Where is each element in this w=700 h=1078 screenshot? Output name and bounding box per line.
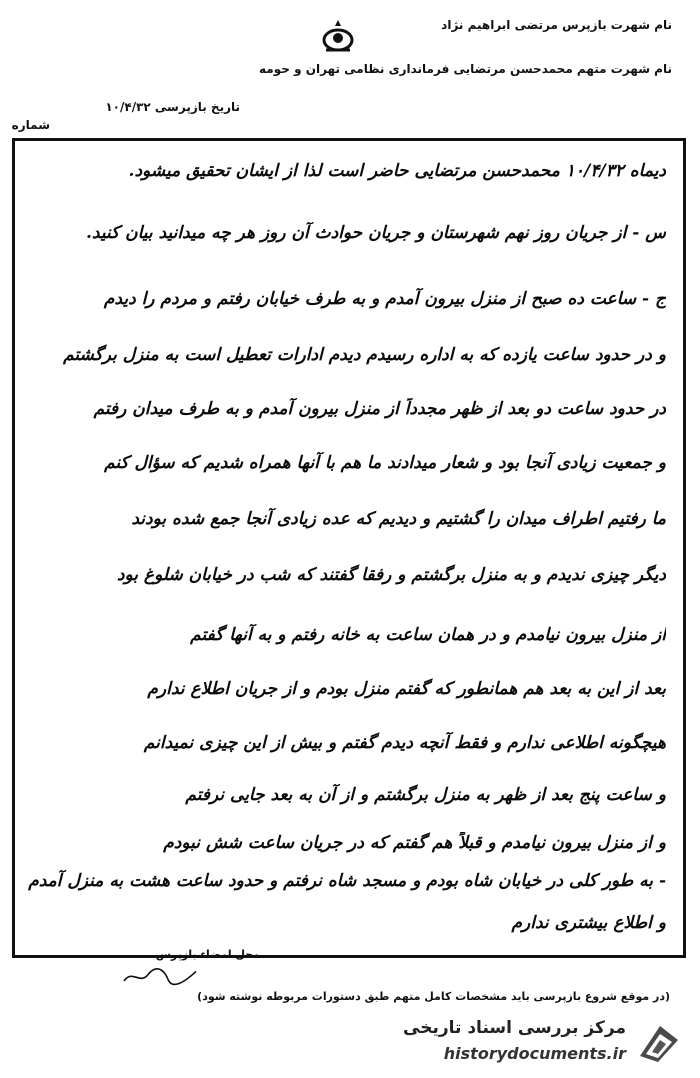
header-date-line: تاریخ بازپرسی ۱۰/۴/۳۲ <box>105 100 240 114</box>
statement-line-10: بعد از این به بعد هم همانطور که گفتم منزل بودم و از جریان اطلاع ندارم <box>147 679 666 699</box>
lion-and-sun-emblem-icon <box>318 18 358 58</box>
statement-line-9: از منزل بیرون نیامدم و در همان ساعت به خانه رفتم و به آنها گفتم <box>190 625 666 645</box>
watermark-url: historydocuments.ir <box>443 1044 626 1063</box>
signature-label: محل امضاء بازپرس <box>155 948 260 961</box>
footer-note: (در موقع شروع بازپرسی باید مشخصات کامل متهم طبق دستورات مربوطه نوشته شود) <box>197 990 670 1003</box>
statement-line-15: و اطلاع بیشتری ندارم <box>511 913 666 933</box>
statement-line-13: و از منزل بیرون نیامدم و قبلاً هم گفتم که در جریان ساعت شش نبودم <box>163 833 666 853</box>
statement-line-6: و جمعیت زیادی آنجا بود و شعار میدادند ما هم با آنها همراه شدیم که سؤال کنم <box>104 453 666 473</box>
header-accused-line: نام شهرت متهم محمدحسن مرتضایی فرمانداری نظامی تهران و حومه <box>259 62 672 76</box>
statement-line-11: هیچگونه اطلاعی ندارم و فقط آنچه دیدم گفتم و بیش از این چیزی نمیدانم <box>143 733 666 753</box>
statement-line-12: و ساعت پنج بعد از ظهر به منزل برگشتم و از آن به بعد جایی نرفتم <box>185 785 666 805</box>
watermark-title: مرکز بررسی اسناد تاریخی <box>403 1018 626 1038</box>
archive-book-logo-icon <box>634 1016 684 1066</box>
statement-line-2: س - از جریان روز نهم شهرستان و جریان حوادث آن روز هر چه میدانید بیان کنید. <box>85 223 666 243</box>
header-number-line: شماره <box>11 118 50 132</box>
statement-line-1: دیماه ۱۰/۴/۳۲ محمدحسن مرتضایی حاضر است لذا از ایشان تحقیق میشود. <box>128 161 666 181</box>
statement-line-8: دیگر چیزی ندیدم و به منزل برگشتم و رفقا گفتند که شب در خیابان شلوغ بود <box>116 565 666 585</box>
header-interrogator-line: نام شهرت بازپرس مرتضی ابراهیم نژاد <box>441 18 672 32</box>
statement-line-3: ج - ساعت ده صبح از منزل بیرون آمدم و به طرف خیابان رفتم و مردم را دیدم <box>103 289 666 309</box>
signature-area <box>110 940 260 996</box>
watermark <box>384 1012 684 1070</box>
statement-line-4: و در حدود ساعت یازده که به اداره رسیدم دیدم ادارات تعطیل است به منزل برگشتم <box>63 345 666 365</box>
statement-line-14: - به طور کلی در خیابان شاه بودم و مسجد شاه نرفتم و حدود ساعت هشت به منزل آمدم <box>28 871 666 891</box>
handwritten-signature-icon <box>120 964 200 990</box>
statement-line-7: ما رفتیم اطراف میدان را گشتیم و دیدیم که عده زیادی آنجا جمع شده بودند <box>131 509 666 529</box>
statement-line-5: در حدود ساعت دو بعد از ظهر مجدداً از منزل بیرون آمدم و به طرف میدان رفتم <box>93 399 666 419</box>
